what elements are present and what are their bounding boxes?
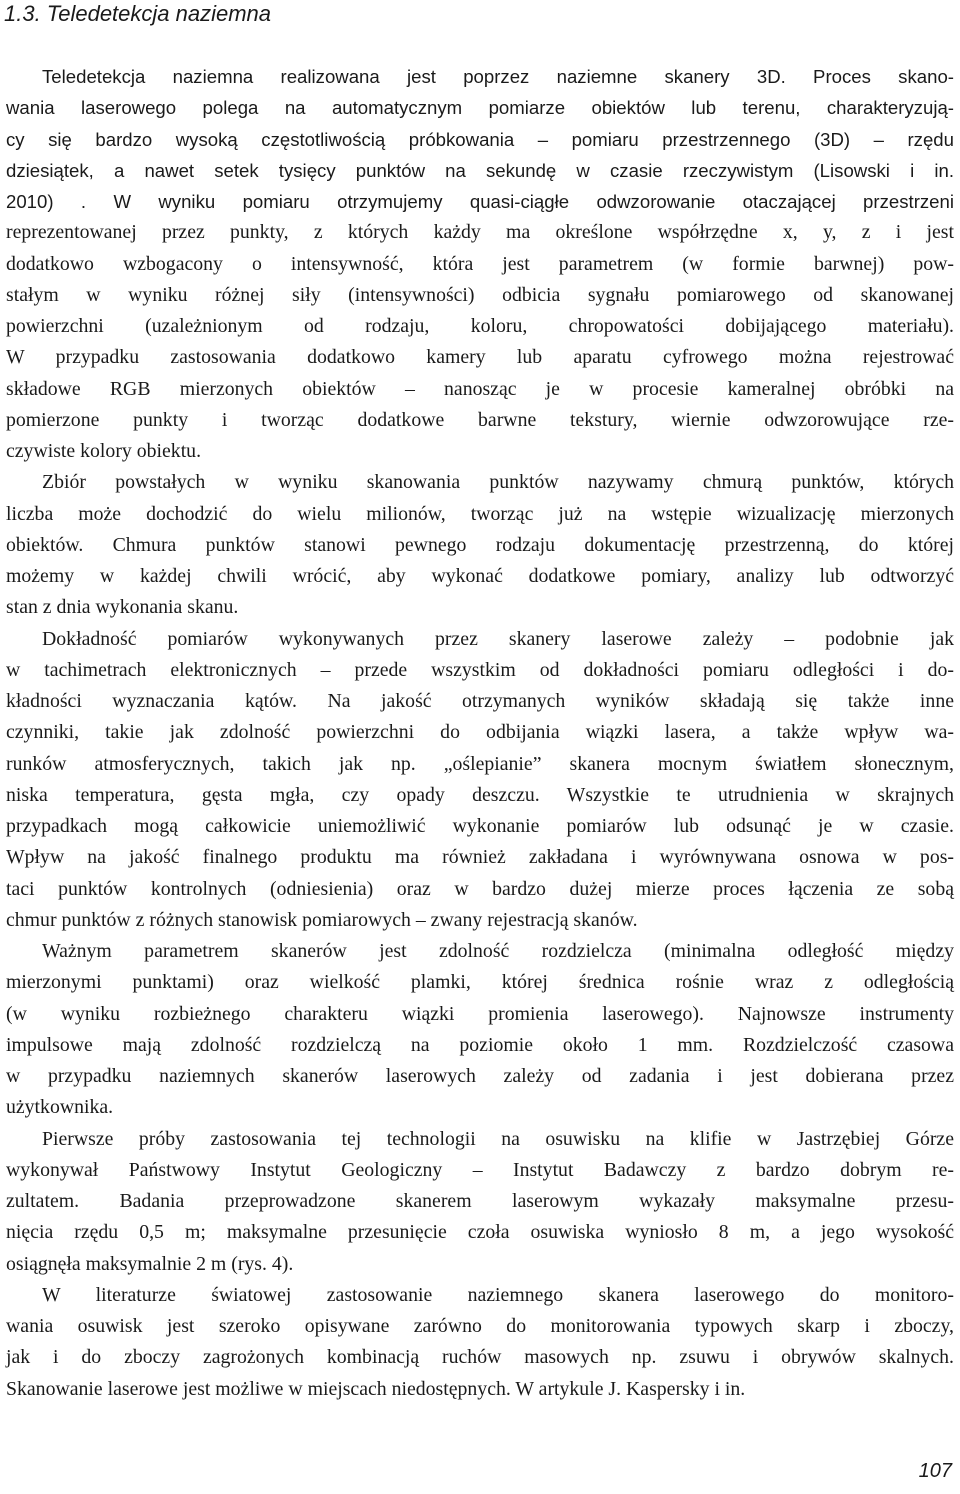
text-line: dodatkowo wzbogacony o intensywność, która jest parametrem (w formie barwnej) pow-: [6, 252, 954, 275]
text-line: dziesiątek, a nawet setek tysięcy punktów na sekundę w czasie rzeczywistym (Lisowski i in.: [6, 159, 954, 181]
text-line: obiektów. Chmura punktów stanowi pewnego rodzaju dokumentację przestrzenną, do której: [6, 533, 954, 556]
text-line: kładności wyznaczania kątów. Na jakość otrzymanych wyników składają się także inne: [6, 690, 954, 712]
paragraph: [6, 624, 954, 937]
text-line: powierzchni (uzależnionym od rodzaju, koloru, chropowatości dobijającego materiału).: [6, 315, 954, 337]
text-line: przypadkach mogą całkowicie uniemożliwić wykonanie pomiarów lub odsunąć je w czasie.: [6, 815, 954, 837]
text-line: niska temperatura, gęsta mgła, czy opady deszczu. Wszystkie te utrudnienia w skrajnych: [6, 783, 954, 806]
text-line: nięcia rzędu 0,5 m; maksymalne przesunięcie czoła osuwiska wyniosło 8 m, a jego wysokość: [6, 1221, 954, 1244]
text-line: pomierzone punkty i tworząc dodatkowe barwne tekstury, wiernie odwzorowujące rze-: [6, 408, 954, 431]
text-line: taci punktów kontrolnych (odniesienia) oraz w bardzo dużej mierze proces łączenia ze sobą: [6, 877, 954, 900]
text-line: Pierwsze próby zastosowania tej technologii na osuwisku na klifie w Jastrzębiej Górze: [42, 1127, 954, 1150]
text-line: runków atmosferycznych, takich jak np. „oślepianie” skanera mocnym światłem słonecznym,: [6, 752, 954, 775]
text-line: Ważnym parametrem skanerów jest zdolność rozdzielcza (minimalna odległość między: [42, 940, 954, 962]
text-line: stałym w wyniku różnej siły (intensywności) odbicia sygnału pomiarowego od skanowanej: [6, 283, 954, 306]
text-line: czynniki, takie jak zdolność powierzchni do odbijania wiązki lasera, a także wpływ wa-: [6, 721, 954, 744]
text-line: możemy w każdej chwili wrócić, aby wykonać dodatkowe pomiary, analizy lub odtworzyć: [6, 565, 954, 587]
page-number: 107: [918, 1460, 952, 1482]
paragraph: [6, 1124, 954, 1280]
text-line: reprezentowanej przez punkty, z których każdy ma określone współrzędne x, y, z i jest: [6, 221, 954, 244]
text-line: chmur punktów z różnych stanowisk pomiarowych – zwany rejestracją skanów.: [6, 908, 638, 931]
text-line: w przypadku naziemnych skanerów laserowych zależy od zadania i jest dobierana przez: [6, 1065, 954, 1087]
text-line: Dokładność pomiarów wykonywanych przez skanery laserowe zależy – podobnie jak: [42, 627, 954, 650]
text-line: stan z dnia wykonania skanu.: [6, 596, 239, 619]
text-line: Skanowanie laserowe jest możliwe w miejscach niedostępnych. W artykule J. Kaspersky i in.: [6, 1377, 746, 1400]
paragraph: [6, 1280, 954, 1405]
text-line: użytkownika.: [6, 1096, 114, 1119]
section-title: 1.3. Teledetekcja naziemna: [4, 1, 272, 26]
text-line: cy się bardzo wysoką częstotliwością próbkowania – pomiaru przestrzennego (3D) – rzędu: [6, 128, 954, 150]
paragraph: [6, 467, 954, 623]
paragraph: [6, 936, 954, 1124]
text-line: zultatem. Badania przeprowadzone skanerem laserowym wykazały maksymalne przesu-: [6, 1190, 954, 1212]
text-line: jak i do zboczy zagrożonych kombinacją ruchów masowych np. zsuwu i obrywów skalnych.: [6, 1346, 954, 1369]
text-line: wania laserowego polega na automatycznym pomiarze obiektów lub terenu, charakteryzują-: [6, 97, 954, 119]
text-line: Wpływ na jakość finalnego produktu ma również zakładana i wyrównywana osnowa w pos-: [6, 846, 954, 869]
text-line: mierzonymi punktami) oraz wielkość plamki, której średnica rośnie wraz z odległością: [6, 971, 954, 994]
text-line: w tachimetrach elektronicznych – przede wszystkim od dokładności pomiaru odległości i do-: [6, 658, 954, 681]
text-line: liczba może dochodzić do wielu milionów, tworząc już na wstępie wizualizację mierzonych: [6, 502, 954, 525]
text-line: wykonywał Państwowy Instytut Geologiczny – Instytut Badawczy z bardzo dobrym re-: [6, 1158, 954, 1181]
text-line: składowe RGB mierzonych obiektów – nanosząc je w procesie kameralnej obróbki na: [6, 377, 954, 400]
paragraph: [6, 61, 954, 467]
text-line: 2010) . W wyniku pomiaru otrzymujemy quasi-ciągłe odwzorowanie otaczającej przestrzeni: [6, 191, 954, 212]
text-line: (w wyniku rozbieżnego charakteru wiązki promienia laserowego). Najnowsze instrumenty: [6, 1002, 954, 1025]
text-line: osiągnęła maksymalnie 2 m (rys. 4).: [6, 1252, 294, 1275]
body-text: [6, 61, 954, 1405]
text-line: impulsowe mają zdolność rozdzielczą na poziomie około 1 mm. Rozdzielczość czasowa: [6, 1033, 954, 1056]
text-line: W przypadku zastosowania dodatkowo kamery lub aparatu cyfrowego można rejestrować: [6, 346, 954, 369]
text-line: W literaturze światowej zastosowanie naziemnego skanera laserowego do monitoro-: [42, 1283, 954, 1306]
text-line: czywiste kolory obiektu.: [6, 440, 202, 462]
text-line: Zbiór powstałych w wyniku skanowania punktów nazywamy chmurą punktów, których: [42, 471, 954, 494]
text-line: wania osuwisk jest szeroko opisywane zarówno do monitorowania typowych skarp i zboczy,: [6, 1315, 954, 1337]
text-line: Teledetekcja naziemna realizowana jest poprzez naziemne skanery 3D. Proces skano-: [42, 66, 954, 87]
